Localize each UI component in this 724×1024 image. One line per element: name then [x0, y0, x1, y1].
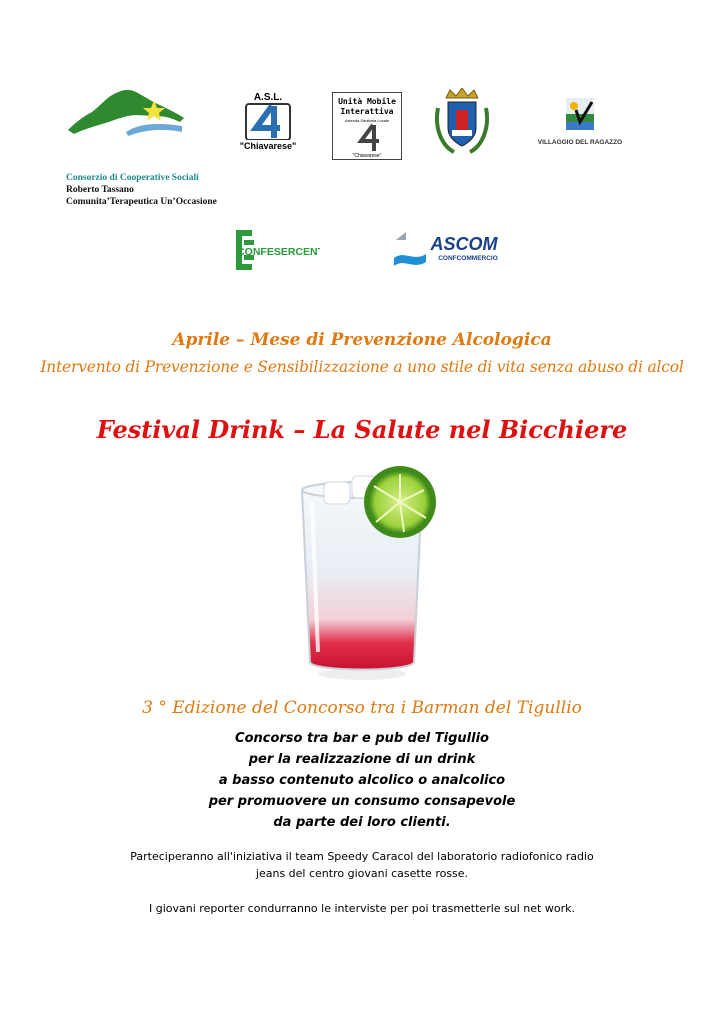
- uma-line4: "Chiavarese": [352, 153, 382, 159]
- festival-title: Festival Drink – La Salute nel Bicchiere: [96, 415, 628, 444]
- ascom-logo: [392, 226, 502, 272]
- contest-description: [0, 728, 724, 833]
- contest-line-5: da parte dei loro clienti.: [273, 815, 451, 830]
- info-paragraph-2: I giovani reporter condurranno le interviste per poi trasmetterle sul net work.: [149, 902, 575, 915]
- intervento-title: Intervento di Prevenzione e Sensibilizzazione a uno stile di vita senza abuso di alcol: [40, 358, 684, 376]
- ascom-main-text: ASCOM: [430, 234, 498, 254]
- asl-chiavarese: "Chiavarese": [239, 141, 297, 151]
- contest-line-2: per la realizzazione di un drink: [248, 752, 476, 767]
- villaggio-label: VILLAGGIO DEL RAGAZZO: [537, 139, 623, 146]
- ascom-sub-text: CONFCOMMERCIO: [438, 255, 498, 262]
- info-para1-line1: Parteciperanno all'iniziativa il team Speedy Caracol del laboratorio radiofonico radio: [130, 850, 594, 863]
- unita-mobile-logo: [332, 92, 402, 160]
- uma-line1: Unità Mobile: [338, 97, 396, 106]
- asl-label: A.S.L.: [253, 92, 283, 103]
- consorzio-line3: Comunita’Terapeutica Un’Occasione: [66, 197, 217, 207]
- info-para1-line2: jeans del centro giovani casette rosse.: [255, 867, 469, 880]
- month-title: Aprile – Mese di Prevenzione Alcologica: [172, 330, 552, 350]
- confesercenti-text: CONFESERCENTI: [237, 246, 320, 258]
- cocktail-glass-image: [282, 462, 442, 682]
- coat-of-arms-logo: [432, 88, 492, 156]
- info-paragraph-1: [0, 848, 724, 882]
- contest-line-4: per promuovere un consumo consapevole: [208, 794, 516, 809]
- contest-line-1: Concorso tra bar e pub del Tigullio: [235, 731, 489, 746]
- asl4-logo: [228, 90, 308, 154]
- villaggio-ragazzo-logo: [532, 96, 628, 152]
- confesercenti-logo: [230, 226, 320, 274]
- consorzio-block: [66, 172, 217, 208]
- uma-line2: Interattiva: [340, 107, 394, 116]
- contest-line-3: a basso contenuto alcolico o analcolico: [218, 773, 506, 788]
- consorzio-line2: Roberto Tassano: [66, 185, 134, 195]
- consorzio-line1: Consorzio di Cooperative Sociali: [66, 173, 199, 183]
- liguria-logo: [66, 82, 186, 142]
- uma-line3: Azienda Sanitaria Locale: [344, 118, 390, 123]
- edition-title: 3 ° Edizione del Concorso tra i Barman del Tigullio: [142, 698, 582, 718]
